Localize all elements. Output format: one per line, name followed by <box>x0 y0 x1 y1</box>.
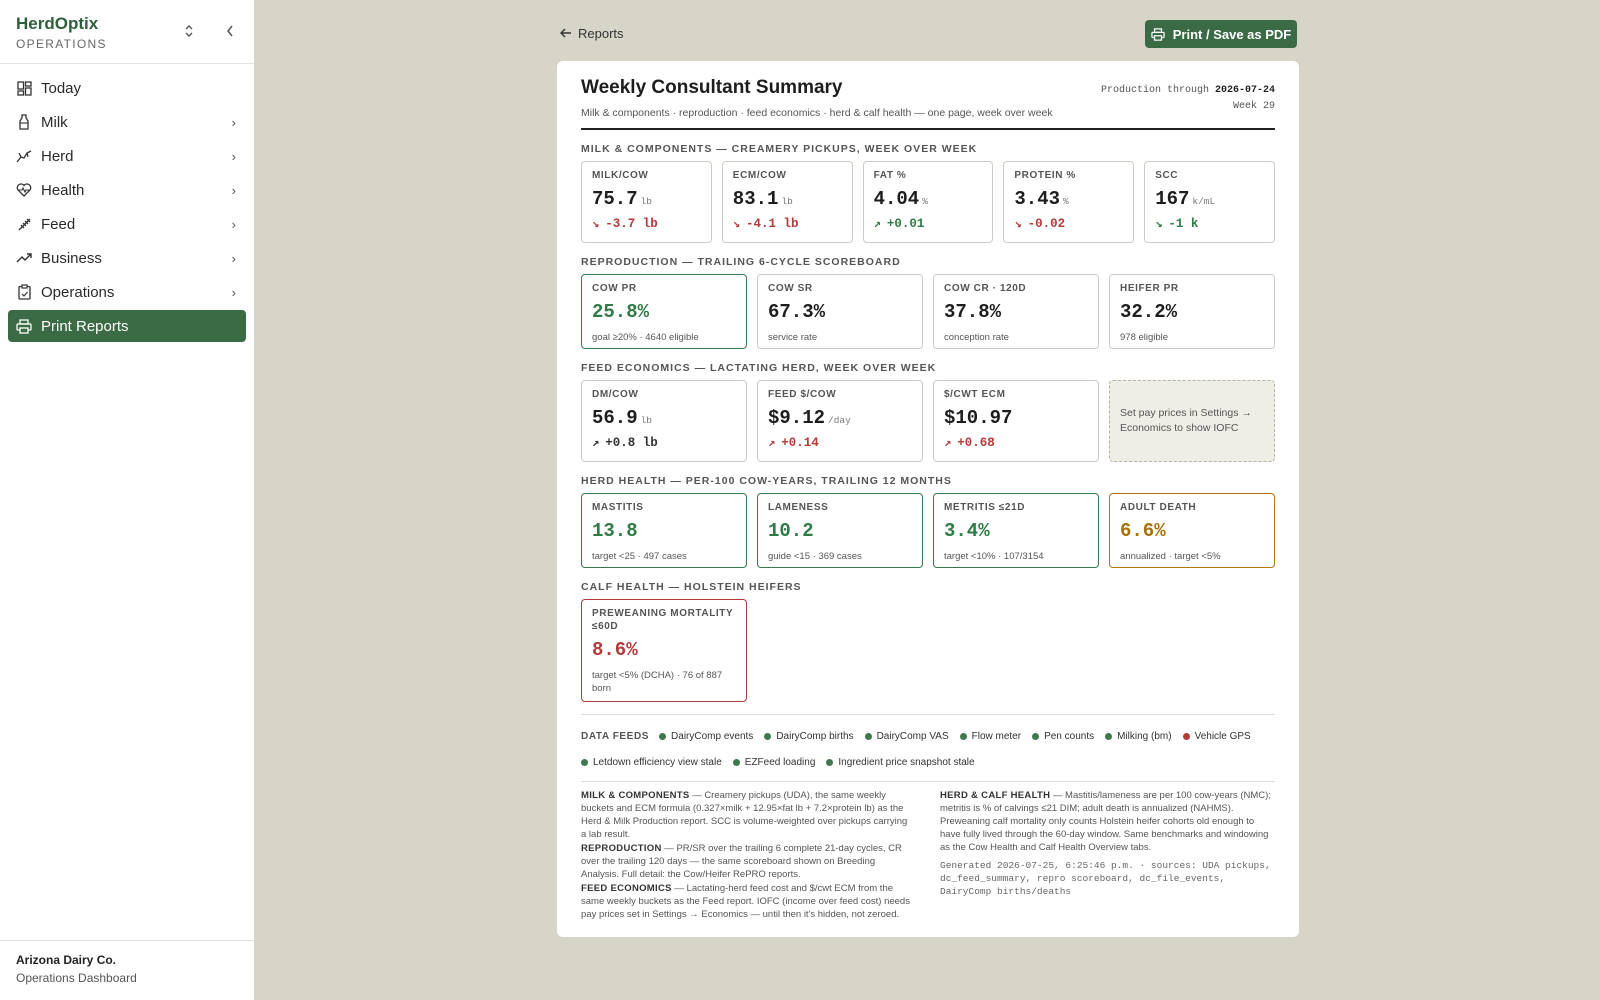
card-note: 978 eligible <box>1120 332 1169 343</box>
card-delta: ↗ +0.8 lb <box>592 435 658 450</box>
card-value: 10.2 <box>768 520 814 542</box>
sidebar-item-label: Milk <box>41 113 68 131</box>
print-save-pdf-button[interactable] <box>1145 20 1297 48</box>
card-label: LAMENESS <box>768 502 829 513</box>
collapse-sidebar-icon[interactable] <box>221 22 239 40</box>
repro-note: REPRODUCTION — PR/SR over the trailing 6 complete 21-day cycles, CR over the trailing 120 days — the same scoreboard shown on Breeding Analysis. Full detail: the Cow/Heifer RePRO reports. <box>581 843 902 880</box>
report-subtitle: Milk & components · reproduction · feed economics · herd & calf health — one page, week over week <box>581 107 1053 119</box>
clipboard-icon <box>16 284 32 300</box>
sidebar-footer <box>0 940 254 1000</box>
card-note: conception rate <box>944 332 1009 343</box>
calf-section-title: CALF HEALTH — HOLSTEIN HEIFERS <box>581 581 802 593</box>
feed-status-item: Letdown efficiency view stale <box>581 757 722 768</box>
chevron-right-icon: › <box>231 216 236 232</box>
arrow-up-right-icon: ↗ <box>873 217 881 231</box>
iofc-placeholder-card <box>1109 380 1275 462</box>
arrow-left-icon <box>560 26 572 41</box>
sidebar-item-label: Herd <box>41 147 74 165</box>
generated-sources: Generated 2026-07-25, 6:25:46 p.m. · sources: UDA pickups, dc_feed_summary, repro scoreboard, dc_file_events, DairyComp births/deaths <box>940 860 1271 897</box>
card-label: MASTITIS <box>592 502 644 513</box>
feed-cards <box>581 380 1275 462</box>
feed-status-item: EZFeed loading <box>733 757 816 768</box>
sidebar-item-feed[interactable] <box>8 208 246 240</box>
brand-subtitle: OPERATIONS <box>16 37 107 51</box>
arrow-down-right-icon: ↘ <box>1014 217 1022 231</box>
sidebar-item-print-reports[interactable] <box>8 310 246 342</box>
organization-name: Arizona Dairy Co. <box>16 953 117 967</box>
feed-status-item: DairyComp births <box>764 731 853 742</box>
card-value: 3.4% <box>944 520 990 542</box>
cow-cr-card <box>933 274 1099 349</box>
arrow-up-right-icon: ↗ <box>944 436 952 450</box>
card-label: $/CWT ECM <box>944 389 1006 400</box>
card-label: ADULT DEATH <box>1120 502 1197 513</box>
card-value: 67.3% <box>768 301 826 323</box>
feed-section-title: FEED ECONOMICS — LACTATING HERD, WEEK OVER WEEK <box>581 362 937 374</box>
metritis-card <box>933 493 1099 568</box>
card-label: COW SR <box>768 283 813 294</box>
feed-status-item: Milking (bm) <box>1105 731 1171 742</box>
sidebar-item-label: Health <box>41 181 85 199</box>
card-delta: ↘ -1 k <box>1155 216 1199 231</box>
card-value: 167 k/mL <box>1155 188 1216 210</box>
card-value: 32.2% <box>1120 301 1178 323</box>
data-feeds <box>581 714 1275 775</box>
notes-right-column <box>940 789 1273 922</box>
organization-subtitle: Operations Dashboard <box>16 971 137 985</box>
card-delta: ↘ -0.02 <box>1014 216 1066 231</box>
card-label: SCC <box>1155 170 1179 181</box>
chevron-right-icon: › <box>231 148 236 164</box>
card-label: FAT % <box>873 170 907 181</box>
period-prefix: Production through <box>1100 85 1209 96</box>
arrow-down-right-icon: ↘ <box>1155 217 1163 231</box>
dashboard-icon <box>16 80 32 96</box>
calf-cards <box>581 599 1275 702</box>
back-label: Reports <box>578 26 624 41</box>
repro-section-title: REPRODUCTION — TRAILING 6-CYCLE SCOREBOARD <box>581 256 901 268</box>
card-value: 83.1 lb <box>732 188 793 210</box>
data-feeds-line-1 <box>581 723 1275 749</box>
brand-name: HerdOptix <box>16 14 99 33</box>
trending-up-icon <box>16 250 32 266</box>
milk-bottle-icon <box>16 114 32 130</box>
card-note: guide <15 · 369 cases <box>768 551 862 562</box>
card-value: 37.8% <box>944 301 1002 323</box>
sidebar-item-today[interactable] <box>8 72 246 104</box>
card-value: 4.04 % <box>873 188 928 210</box>
milk-note: MILK & COMPONENTS — Creamery pickups (UDA), the same weekly buckets and ECM formula (0.327×milk + 12.95×fat lb + 7.2×protein lb) as the Herd & Milk Production report. SCC is volume-weighted over pickups carrying a lab result. <box>581 790 908 840</box>
card-label: PROTEIN % <box>1014 170 1076 181</box>
arrow-down-right-icon: ↘ <box>732 217 741 231</box>
card-label: ECM/COW <box>732 170 787 181</box>
feed-status-item: DairyComp events <box>659 731 753 742</box>
data-feeds-line-2 <box>581 749 1275 775</box>
sidebar-item-milk[interactable] <box>8 106 246 138</box>
ecm-per-cow-card <box>722 161 853 243</box>
card-value: 6.6% <box>1120 520 1166 542</box>
card-label: METRITIS ≤21D <box>944 502 1026 513</box>
status-dot-icon <box>826 759 833 766</box>
sidebar-item-label: Business <box>41 249 102 267</box>
card-delta: ↗ +0.68 <box>944 435 995 450</box>
printer-icon <box>16 318 32 334</box>
report-page <box>557 61 1299 937</box>
data-feeds-label: DATA FEEDS <box>581 730 650 742</box>
back-to-reports-link[interactable] <box>560 26 624 41</box>
feed-cost-per-cow-card <box>757 380 923 462</box>
arrow-up-right-icon: ↗ <box>592 436 600 450</box>
heart-pulse-icon <box>16 182 32 198</box>
mastitis-card <box>581 493 747 568</box>
status-dot-icon <box>865 733 872 740</box>
card-label: PREWEANING MORTALITY ≤60D <box>592 608 734 632</box>
arrow-down-right-icon: ↘ <box>592 217 600 231</box>
cow-pr-card <box>581 274 747 349</box>
card-note: target <5% (DCHA) · 76 of 887 born <box>592 670 723 694</box>
status-dot-icon <box>1032 733 1039 740</box>
sidebar-item-health[interactable] <box>8 174 246 206</box>
sidebar-item-business[interactable] <box>8 242 246 274</box>
milk-section-title: MILK & COMPONENTS — CREAMERY PICKUPS, WEEK OVER WEEK <box>581 143 978 155</box>
dm-per-cow-card <box>581 380 747 462</box>
card-value: 8.6% <box>592 639 638 661</box>
card-note: annualized · target <5% <box>1120 551 1221 562</box>
card-value: 25.8% <box>592 301 650 323</box>
card-note: target <25 · 497 cases <box>592 551 687 562</box>
sidebar-item-label: Operations <box>41 283 115 301</box>
arrow-up-right-icon: ↗ <box>768 436 776 450</box>
report-title: Weekly Consultant Summary <box>581 77 843 98</box>
status-dot-icon <box>733 759 740 766</box>
cow-sr-card <box>757 274 923 349</box>
chevrons-up-down-icon[interactable] <box>180 22 198 40</box>
period-week: Week 29 <box>1232 101 1275 112</box>
herd-icon <box>16 148 32 164</box>
sidebar-item-operations[interactable] <box>8 276 246 308</box>
adult-death-card <box>1109 493 1275 568</box>
card-label: MILK/COW <box>592 170 649 181</box>
health-cards <box>581 493 1275 568</box>
print-button-label: Print / Save as PDF <box>1172 26 1292 42</box>
card-value: 56.9 lb <box>592 407 653 429</box>
brand-header <box>0 0 254 64</box>
notes-left-column <box>581 789 914 922</box>
card-value: $10.97 <box>944 407 1013 429</box>
status-dot-icon <box>1183 733 1190 740</box>
heifer-pr-card <box>1109 274 1275 349</box>
chevron-right-icon: › <box>231 114 236 130</box>
printer-icon <box>1151 28 1165 41</box>
card-value: $9.12 /day <box>768 407 851 429</box>
health-section-title: HERD HEALTH — PER-100 COW-YEARS, TRAILING 12 MONTHS <box>581 475 952 487</box>
status-dot-icon <box>581 759 588 766</box>
card-delta: ↘ -3.7 lb <box>592 216 658 231</box>
card-label: HEIFER PR <box>1120 283 1179 294</box>
health-note: HERD & CALF HEALTH — Mastitis/lameness are per 100 cow-years (NMC); metritis is % of calvings ≤21 DIM; adult death is annualized (NAHMS). Preweaning calf mortality only counts Holstein heifer cohorts old enough to have fully lived through the 60-day window. Same benchmarks and windowing as the Cow Health and Calf Health Overview tabs. <box>940 790 1271 853</box>
feed-status-item: DairyComp VAS <box>865 731 949 742</box>
card-value: 75.7 lb <box>592 188 653 210</box>
iofc-note: Set pay prices in Settings → Economics to show IOFC <box>1120 407 1252 434</box>
lameness-card <box>757 493 923 568</box>
card-delta: ↗ +0.14 <box>768 435 819 450</box>
status-dot-icon <box>1105 733 1112 740</box>
card-delta: ↗ +0.01 <box>873 216 925 231</box>
chevron-right-icon: › <box>231 250 236 266</box>
fat-percent-card <box>863 161 994 243</box>
sidebar-nav <box>0 64 254 352</box>
card-label: COW PR <box>592 283 637 294</box>
card-delta: ↘ -4.1 lb <box>732 216 799 231</box>
preweaning-mortality-card <box>581 599 747 702</box>
card-note: goal ≥20% · 4640 eligible <box>592 332 699 343</box>
feed-status-item: Ingredient price snapshot stale <box>826 757 974 768</box>
methodology-notes <box>581 781 1275 922</box>
status-dot-icon <box>659 733 666 740</box>
feed-status-item: Pen counts <box>1032 731 1094 742</box>
card-value: 13.8 <box>592 520 638 542</box>
scc-card <box>1144 161 1275 243</box>
sidebar-item-label: Print Reports <box>41 317 129 335</box>
card-label: FEED $/COW <box>768 389 837 400</box>
card-note: target <10% · 107/3154 <box>944 551 1044 562</box>
card-note: service rate <box>768 332 818 343</box>
status-dot-icon <box>960 733 967 740</box>
header-divider <box>581 128 1275 130</box>
period-date: 2026-07-24 <box>1214 85 1275 96</box>
sidebar-item-label: Feed <box>41 215 76 233</box>
protein-percent-card <box>1003 161 1134 243</box>
milk-per-cow-card <box>581 161 712 243</box>
report-period <box>1101 83 1275 115</box>
feed-note: FEED ECONOMICS — Lactating-herd feed cost and $/cwt ECM from the same weekly buckets as the Feed report. IOFC (income over feed cost) needs pay prices set in Settings → Economics — until then it's hidden, not zeroed. <box>581 883 910 920</box>
sidebar-item-label: Today <box>41 79 82 97</box>
sidebar-item-herd[interactable] <box>8 140 246 172</box>
status-dot-icon <box>764 733 771 740</box>
card-label: DM/COW <box>592 389 639 400</box>
feed-status-item: Flow meter <box>960 731 1021 742</box>
card-value: 3.43 % <box>1014 188 1069 210</box>
feed-status-item: Vehicle GPS <box>1183 731 1251 742</box>
feed-icon <box>16 216 32 232</box>
sidebar <box>0 0 255 1000</box>
cost-per-cwt-ecm-card <box>933 380 1099 462</box>
repro-cards <box>581 274 1275 349</box>
chevron-right-icon: › <box>231 182 236 198</box>
chevron-right-icon: › <box>231 284 236 300</box>
card-label: COW CR · 120D <box>944 283 1027 294</box>
milk-cards <box>581 161 1275 243</box>
